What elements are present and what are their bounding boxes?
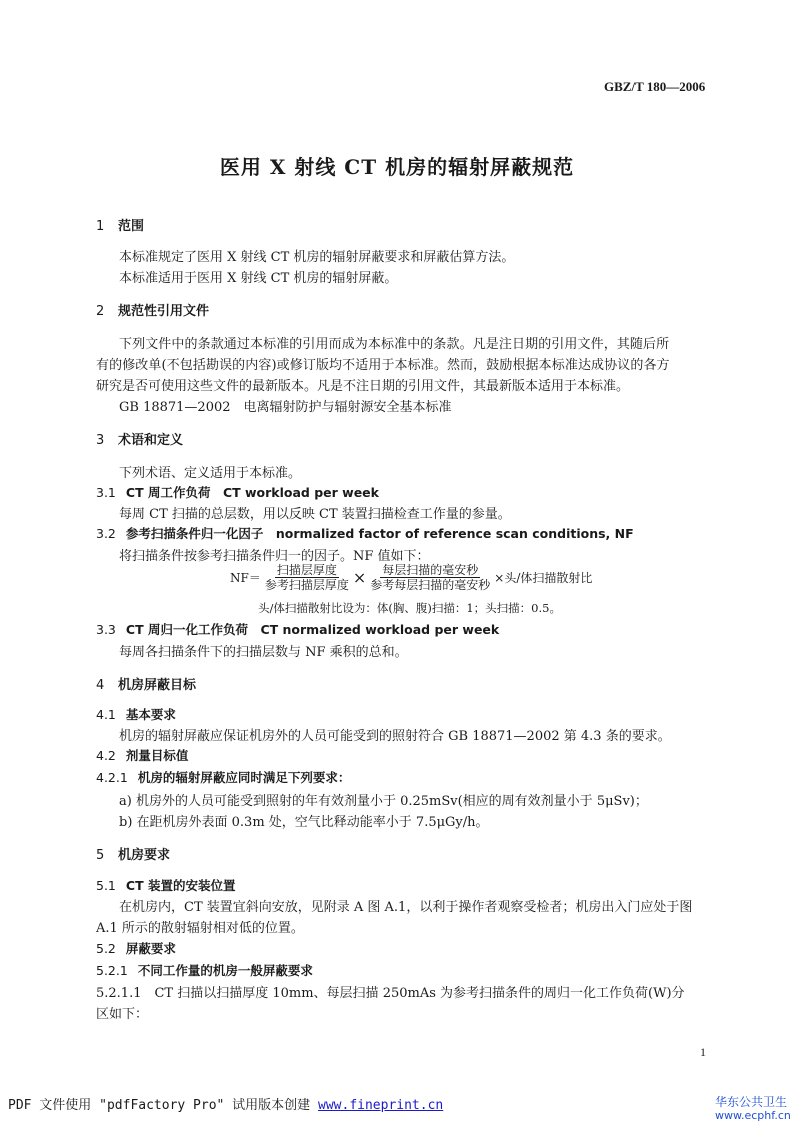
subsection-title: CT 装置的安装位置 <box>125 878 236 893</box>
section-title: 机房要求 <box>118 848 171 863</box>
subsection-title: 参考扫描条件归一化因子 normalized factor of reference scan conditions, NF <box>125 526 634 541</box>
footer-text: PDF 文件使用 "pdfFactory Pro" 试用版本创建 <box>8 1098 319 1113</box>
subsection-number: 3.1 <box>96 485 116 500</box>
subsection-3-2-heading <box>96 524 634 542</box>
footer-link[interactable]: www.fineprint.cn <box>318 1098 444 1113</box>
subsection-number: 5.2.1 <box>96 963 128 978</box>
paragraph: 本标准适用于医用 X 射线 CT 机房的辐射屏蔽。 <box>119 271 398 286</box>
subsection-title: 基本要求 <box>125 707 176 722</box>
section-number: 4 <box>96 678 105 693</box>
list-item-a: a) 机房外的人员可能受到照射的年有效剂量小于 0.25mSv(相应的周有效剂量小于 5μSv)； <box>119 794 648 809</box>
subsection-title: 剂量目标值 <box>125 748 189 763</box>
fraction-denominator: 参考扫描层厚度 <box>264 578 349 592</box>
subsection-number: 3.2 <box>96 526 116 541</box>
subsection-3-1-heading <box>96 483 379 501</box>
section-2-heading <box>96 300 209 319</box>
paragraph-line: 研究是否可使用这些文件的最新版本。凡是不注日期的引用文件，其最新版本适用于本标准。 <box>96 379 630 394</box>
paragraph-line: 下列文件中的条款通过本标准的引用而成为本标准中的条款。凡是注日期的引用文件，其随后所 <box>119 337 670 352</box>
section-title: 范围 <box>118 219 145 234</box>
subsection-title: 屏蔽要求 <box>125 941 176 956</box>
paragraph: 将扫描条件按参考扫描条件归一的因子。NF 值如下： <box>119 549 430 564</box>
nf-formula <box>230 563 592 592</box>
subsection-5-2-heading <box>96 939 176 957</box>
standard-code: GBZ/T 180—2006 <box>604 79 706 94</box>
paragraph: 下列术语、定义适用于本标准。 <box>119 466 302 481</box>
formula-tail: ×头/体扫描散射比 <box>494 571 593 585</box>
subsection-title: 不同工作量的机房一般屏蔽要求 <box>137 963 313 978</box>
subsection-number: 4.1 <box>96 707 116 722</box>
section-number: 3 <box>96 433 105 448</box>
watermark-url: www.ecphf.cn <box>715 1109 791 1122</box>
fraction-mas <box>368 563 492 592</box>
paragraph: 本标准规定了医用 X 射线 CT 机房的辐射屏蔽要求和屏蔽估算方法。 <box>119 250 515 265</box>
watermark-name: 华东公共卫生 <box>715 1095 788 1109</box>
section-number: 5 <box>96 848 105 863</box>
subsection-5-1-heading <box>96 876 235 894</box>
list-item-b: b) 在距机房外表面 0.3m 处，空气比释动能率小于 7.5μGy/h。 <box>119 815 489 830</box>
pdf-footer <box>8 1094 443 1113</box>
subsection-4-2-heading <box>96 746 188 764</box>
paragraph-line: 有的修改单(不包括勘误的内容)或修订版均不适用于本标准。然而，鼓励根据本标准达成协议的各方 <box>96 358 670 373</box>
subsection-3-3-heading <box>96 620 499 638</box>
paragraph: 机房的辐射屏蔽应保证机房外的人员可能受到的照射符合 GB 18871—2002 第 4.3 条的要求。 <box>119 729 671 744</box>
fraction-numerator: 扫描层厚度 <box>276 563 337 577</box>
section-4-heading <box>96 674 196 693</box>
multiply-sign: × <box>352 568 367 587</box>
paragraph: 每周 CT 扫描的总层数，用以反映 CT 装置扫描检查工作量的参量。 <box>119 507 511 522</box>
formula-note: 头/体扫描散射比设为：体(胸、腹)扫描：1；头扫描：0.5。 <box>258 601 561 615</box>
subsection-4-1-heading <box>96 705 176 723</box>
subsection-number: 5.1 <box>96 878 116 893</box>
subsection-5-2-1-heading <box>96 961 313 979</box>
section-1-heading <box>96 215 144 234</box>
subsection-number: 5.2 <box>96 941 116 956</box>
section-number: 1 <box>96 219 105 234</box>
section-title: 规范性引用文件 <box>118 304 210 319</box>
fraction-numerator: 每层扫描的毫安秒 <box>382 563 479 577</box>
subsection-number: 4.2 <box>96 748 116 763</box>
subsection-title: CT 周工作负荷 CT workload per week <box>125 485 379 500</box>
subsection-number: 4.2.1 <box>96 770 128 785</box>
section-number: 2 <box>96 304 105 319</box>
formula-lhs: NF＝ <box>230 571 261 585</box>
paragraph: 每周各扫描条件下的扫描层数与 NF 乘积的总和。 <box>119 645 408 660</box>
fraction-denominator: 参考每层扫描的毫安秒 <box>370 578 491 592</box>
paragraph-line: 在机房内，CT 装置宜斜向安放，见附录 A 图 A.1，以利于操作者观察受检者；机房出入门应处于图 <box>119 900 693 915</box>
paragraph-line: 区如下： <box>96 1007 149 1022</box>
reference-entry: GB 18871—2002 电离辐射防护与辐射源安全基本标准 <box>119 400 452 415</box>
document-title: 医用 X 射线 CT 机房的辐射屏蔽规范 <box>219 155 575 179</box>
subsection-number: 3.3 <box>96 622 116 637</box>
paragraph-line: A.1 所示的散射辐射相对低的位置。 <box>96 921 304 936</box>
page-number: 1 <box>700 1045 706 1059</box>
section-title: 术语和定义 <box>118 433 184 448</box>
subsection-title: CT 周归一化工作负荷 CT normalized workload per week <box>125 622 500 637</box>
subsection-4-2-1-heading <box>96 768 350 786</box>
section-5-heading <box>96 844 170 863</box>
subsection-title: 机房的辐射屏蔽应同时满足下列要求： <box>137 770 351 785</box>
section-title: 机房屏蔽目标 <box>118 678 197 693</box>
section-3-heading <box>96 429 183 448</box>
fraction-thickness <box>263 563 351 592</box>
paragraph-line: 5.2.1.1 CT 扫描以扫描厚度 10mm、每层扫描 250mAs 为参考扫描条件的周归一化工作负荷(W)分 <box>96 986 685 1001</box>
